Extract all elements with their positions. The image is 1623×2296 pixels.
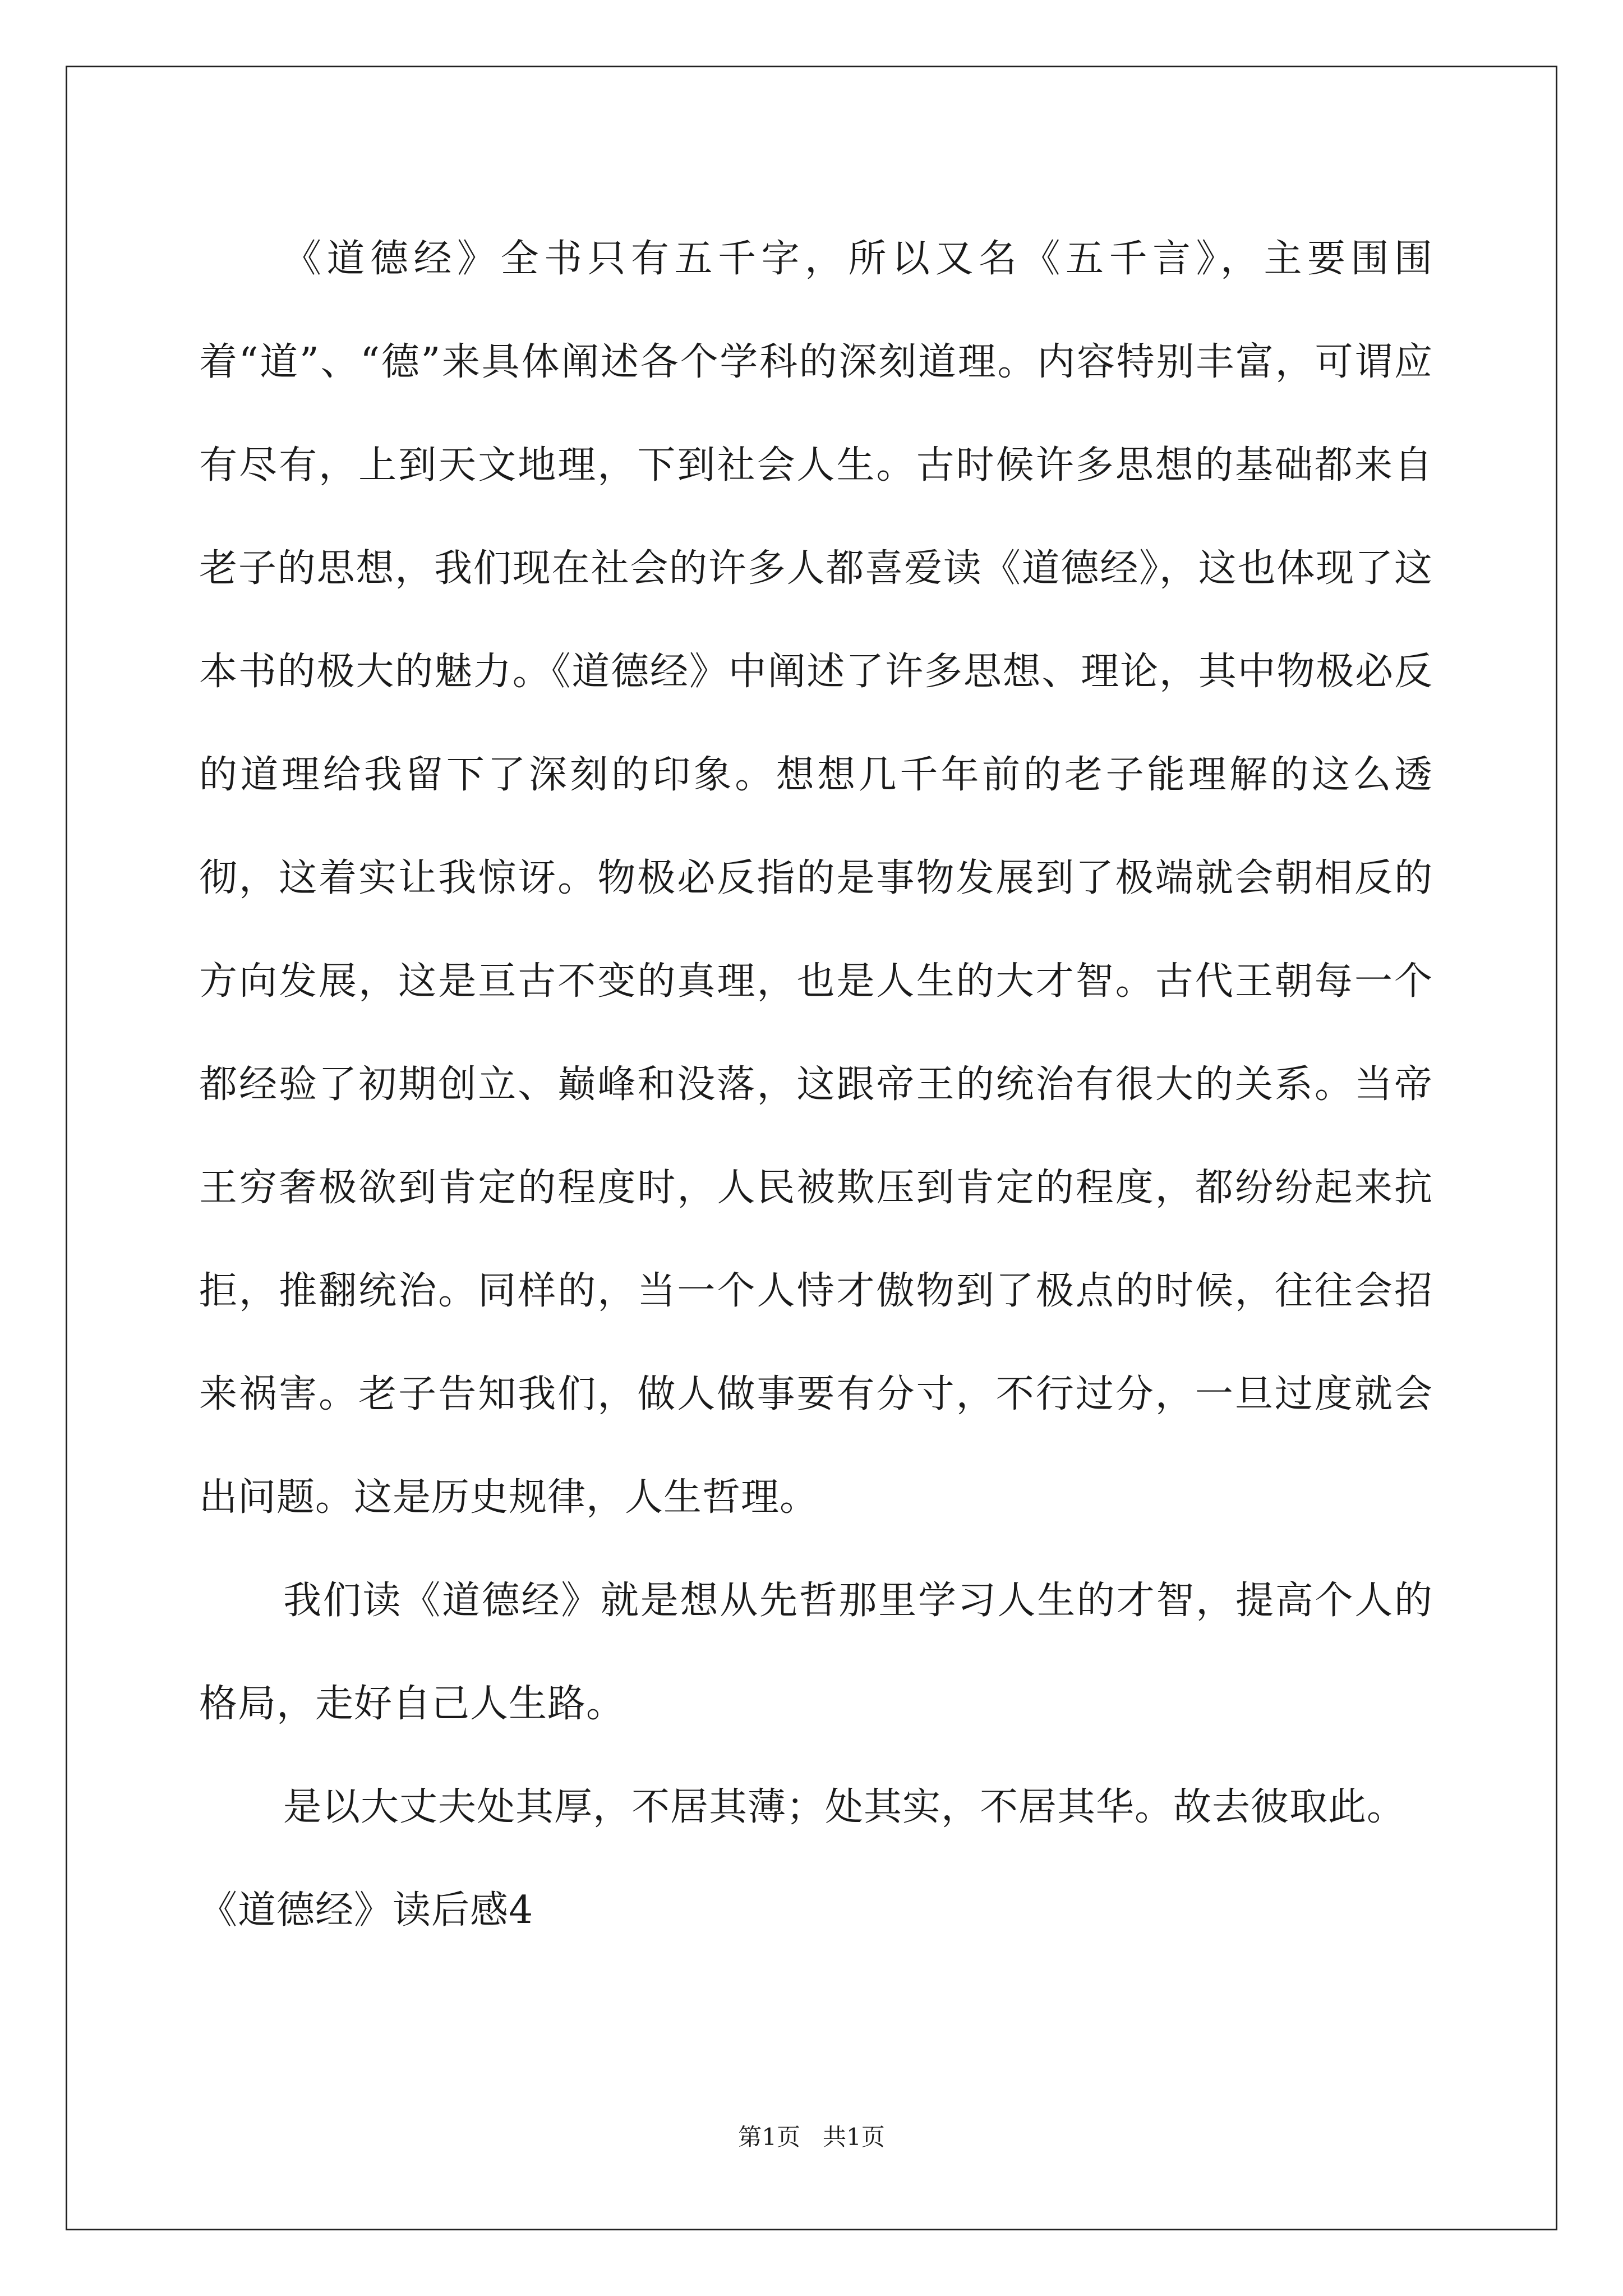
paragraph-3: 是以大丈夫处其厚，不居其薄；处其实，不居其华。故去彼取此。 [283, 1785, 1406, 1829]
page-footer [0, 2120, 1623, 2154]
document-body [199, 208, 1433, 1962]
page-total: 共1页 [823, 2123, 885, 2151]
page-number: 第1页 [738, 2123, 800, 2151]
paragraph-2: 我们读《道德经》就是想从先哲那里学习人生的才智，提高个人的格局，走好自己人生路。 [199, 1579, 1433, 1726]
section-heading: 《道德经》读后感4 [199, 1888, 534, 1932]
paragraph-1: 《道德经》全书只有五千字，所以又名《五千言》，主要围围着“道”、“德”来具体阐述各个学科的深刻道理。内容特别丰富，可谓应有尽有，上到天文地理，下到社会人生。古时候许多思想的基础都来自老子的思想，我们现在社会的许多人都喜爱读《道德经》，这也体现了这本书的极大的魅力。《道德经》中阐述了许多思想、理论，其中物极必反的道理给我留下了深刻的印象。想想几千年前的老子能理解的这么透彻，这着实让我惊讶。物极必反指的是事物发展到了极端就会朝相反的方向发展，这是亘古不变的真理，也是人生的大才智。古代王朝每一个都经验了初期创立、巅峰和没落，这跟帝王的统治有很大的关系。当帝王穷奢极欲到肯定的程度时，人民被欺压到肯定的程度，都纷纷起来抗拒，推翻统治。同样的，当一个人恃才傲物到了极点的时候，往往会招来祸害。老子告知我们，做人做事要有分寸，不行过分，一旦过度就会出问题。这是历史规律，人生哲理。 [199, 237, 1433, 1520]
